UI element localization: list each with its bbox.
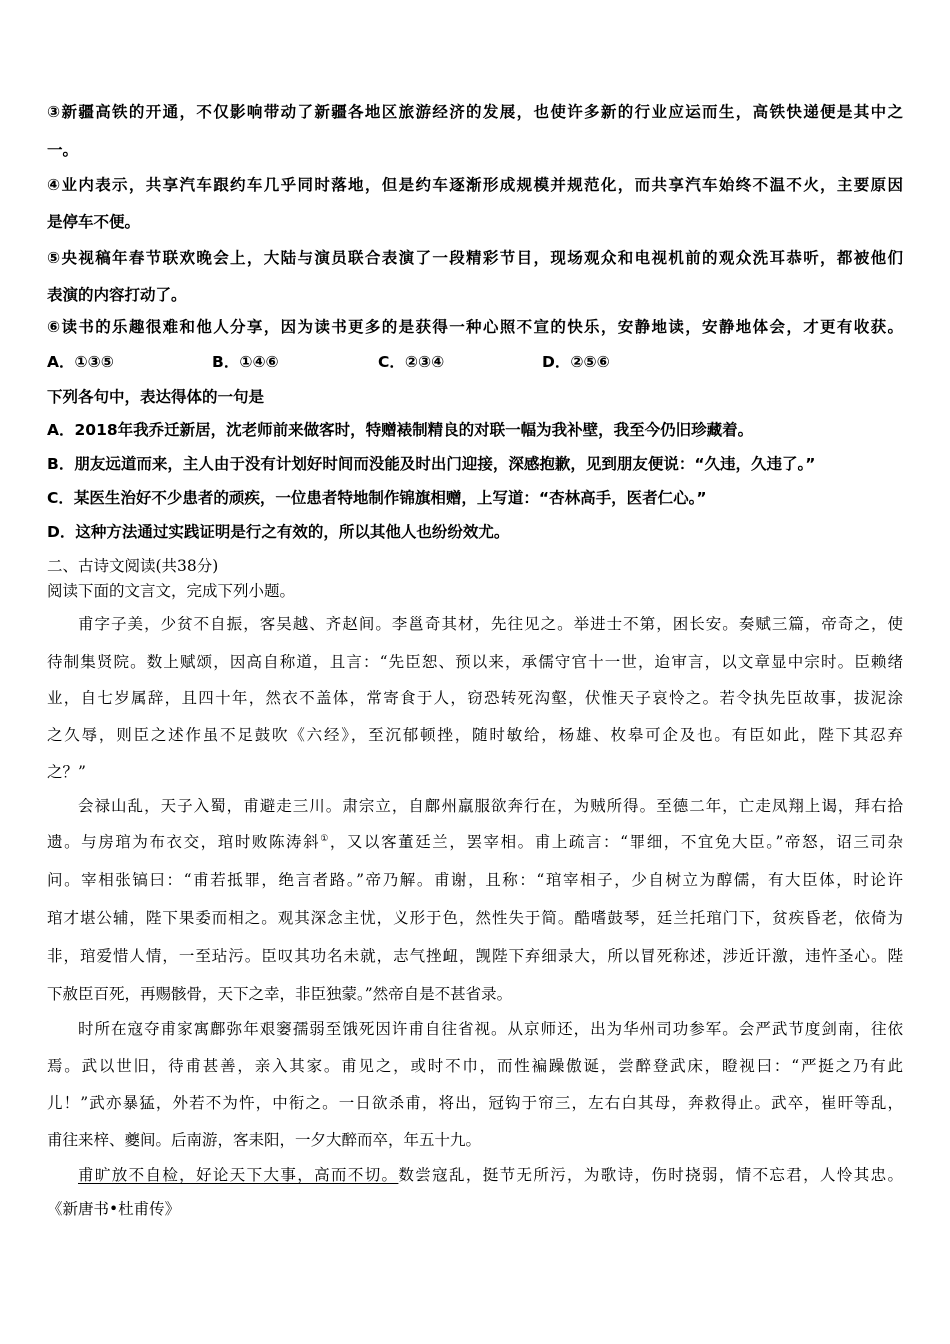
option-c: C．②③④ xyxy=(378,353,445,371)
passage-p4-line1 xyxy=(47,1163,903,1185)
passage-p4-rest: 数尝寇乱，挺节无所污，为歌诗，伤时挠弱，情不忘君，人怜其忠。 xyxy=(398,1166,903,1184)
passage-p1-line1 xyxy=(47,612,903,634)
passage-p4-indent xyxy=(47,1166,78,1184)
option-a: A．①③⑤ xyxy=(47,353,114,371)
passage-p2-line2 xyxy=(47,830,903,852)
section-heading: 二、古诗文阅读(共38分) xyxy=(47,557,219,575)
option-b: B．①④⑥ xyxy=(212,353,279,371)
footnote-marker: ① xyxy=(320,833,330,844)
item3-line1: ③新疆高铁的开通，不仅影响带动了新疆各地区旅游经济的发展，也使许多新的行业应运而生，高铁快递便是其中之 xyxy=(47,103,903,121)
passage-p3-line1-text: 时所在寇夺甫家寓鄜弥年艰窭孺弱至饿死因许甫自往省视。从京师还，出为华州司功参军。会严武节度剑南，往依 xyxy=(78,1020,903,1038)
passage-p1-line3: 业，自七岁属辞，且四十年，然衣不盖体，常寄食于人，窃恐转死沟壑，伏惟天子哀怜之。若令执先臣故事，拔泥涂 xyxy=(47,689,903,707)
passage-p1-line2: 待制集贤院。数上赋颂，因高自称道，且言：“先臣恕、预以来，承儒守官十一世，迨审言，以文章显中宗时。臣赖绪 xyxy=(47,653,903,671)
section-instruction: 阅读下面的文言文，完成下列小题。 xyxy=(47,582,296,600)
passage-p3-line1 xyxy=(47,1017,903,1039)
passage-p2-line2a: 遗。与房琯为布衣交，琯时败陈涛斜 xyxy=(47,833,321,851)
underlined-sentence: 甫旷放不自检，好论天下大事，高而不切。 xyxy=(78,1166,399,1184)
item6-line1: ⑥读书的乐趣很难和他人分享，因为读书更多的是获得一种心照不宣的快乐，安静地读，安静地体会，才更有收获。 xyxy=(47,318,903,336)
item4-line2: 是停车不便。 xyxy=(47,213,141,231)
passage-p3-line3: 儿！”武亦暴猛，外若不为忤，中衔之。一日欲杀甫，将出，冠钩于帘三，左右白其母，奔救得止。武卒，崔旰等乱， xyxy=(47,1094,903,1112)
passage-p2-line1 xyxy=(47,794,903,816)
item5-line2: 表演的内容打动了。 xyxy=(47,286,187,304)
polite-option-a: A．2018年我乔迁新居，沈老师前来做客时，特赠裱制精良的对联一幅为我补壁，我至今仍旧珍藏着。 xyxy=(47,421,754,439)
passage-p1-line5: 之？” xyxy=(47,763,86,781)
option-d: D．②⑤⑥ xyxy=(542,353,610,371)
polite-option-c: C．某医生治好不少患者的顽疾，一位患者特地制作锦旗相赠，上写道：“杏林高手，医者仁心。” xyxy=(47,489,707,507)
polite-option-d: D．这种方法通过实践证明是行之有效的，所以其他人也纷纷效尤。 xyxy=(47,523,510,541)
polite-option-b: B．朋友远道而来，主人由于没有计划好时间而没能及时出门迎接，深感抱歉，见到朋友便说：“久违，久违了。” xyxy=(47,455,816,473)
source-citation: 《新唐书•杜甫传》 xyxy=(47,1200,181,1218)
passage-p2-line1-text: 会禄山乱，天子入蜀，甫避走三川。肃宗立，自鄜州羸服欲奔行在，为贼所得。至德二年，亡走凤翔上谒，拜右拾 xyxy=(78,797,903,815)
passage-p2-line4: 琯才堪公辅，陛下果委而相之。观其深念主忧，义形于色，然性失于简。酷嗜鼓琴，廷兰托琯门下，贫疾昏老，依倚为 xyxy=(47,909,903,927)
passage-p2-line3: 问。宰相张镐曰：“甫若抵罪，绝言者路。”帝乃解。甫谢，且称：“琯宰相子，少自树立为醇儒，有大臣体，时论许 xyxy=(47,871,903,889)
passage-p1-line4: 之久辱，则臣之述作虽不足鼓吹《六经》，至沉郁顿挫，随时敏给，杨雄、枚皋可企及也。有臣如此，陛下其忍弃 xyxy=(47,726,903,744)
passage-p2-line5: 非，琯爱惜人情，一至玷污。臣叹其功名未就，志气挫衄，觊陛下弃细录大，所以冒死称述，涉近讦激，违忤圣心。陛 xyxy=(47,947,903,965)
passage-p2-line2b: ，又以客董廷兰，罢宰相。甫上疏言：“罪细，不宜免大臣。”帝怒，诏三司杂 xyxy=(329,833,903,851)
item5-line1: ⑤央视稿年春节联欢晚会上，大陆与演员联合表演了一段精彩节目，现场观众和电视机前的观众洗耳恭听，都被他们 xyxy=(47,249,903,267)
passage-p3-line4: 甫往来梓、夔间。后南游，客耒阳，一夕大醉而卒，年五十九。 xyxy=(47,1131,482,1149)
item4-line1: ④业内表示，共享汽车跟约车几乎同时落地，但是约车逐渐形成规模并规范化，而共享汽车始终不温不火，主要原因 xyxy=(47,176,903,194)
question-stem: 下列各句中，表达得体的一句是 xyxy=(47,388,265,406)
item3-line2: 一。 xyxy=(47,141,79,159)
passage-p1-line1-text: 甫字子美，少贫不自振，客吴越、齐赵间。李邕奇其材，先往见之。举进士不第，困长安。奏赋三篇，帝奇之，使 xyxy=(78,615,903,633)
passage-p3-line2: 焉。武以世旧，待甫甚善，亲入其家。甫见之，或时不巾，而性褊躁傲诞，尝醉登武床，瞪视曰：“严挺之乃有此 xyxy=(47,1057,903,1075)
passage-p2-line6: 下赦臣百死，再赐骸骨，天下之幸，非臣独蒙。”然帝自是不甚省录。 xyxy=(47,985,513,1003)
